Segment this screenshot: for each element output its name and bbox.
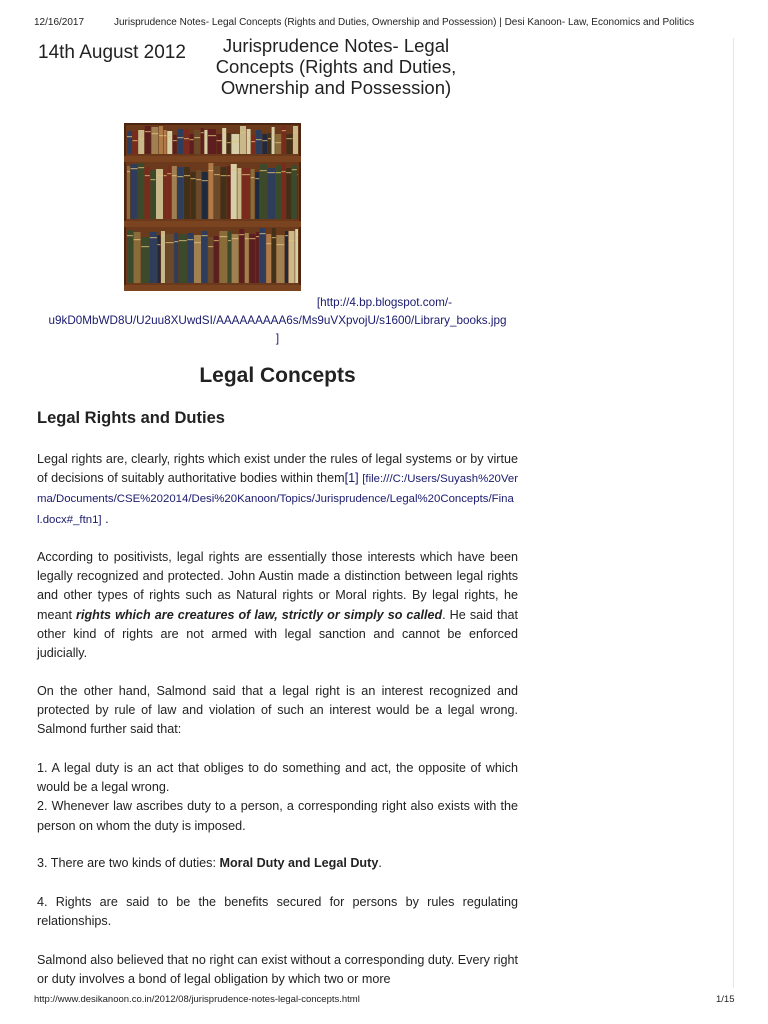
book-spine [266, 234, 271, 283]
book-band [157, 244, 160, 245]
book-spine [227, 166, 230, 219]
page-border [733, 38, 734, 988]
post-title: Jurisprudence Notes- Legal Concepts (Rights and Duties, Ownership and Possession) [215, 35, 457, 98]
book-spine [228, 231, 231, 283]
book-spine [177, 167, 183, 219]
book-spine [201, 128, 204, 154]
book-spine [166, 234, 174, 283]
book-band [194, 137, 200, 138]
page-count: 1/15 [716, 994, 735, 1005]
book-spine [260, 228, 266, 283]
book-band [127, 171, 130, 172]
book-spine [272, 127, 275, 154]
library-books-image[interactable] [124, 123, 301, 291]
book-spine [164, 171, 167, 219]
book-spine [133, 131, 138, 154]
print-url: http://www.desikanoon.co.in/2012/08/jurisprudence-notes-legal-concepts.html [34, 994, 360, 1005]
book-spine [145, 167, 150, 219]
book-band [166, 242, 174, 243]
paragraph-text: . He said that other kind of rights are not armed with legal sanction and cannot be enforced judicially. [37, 607, 518, 661]
paragraph [37, 548, 518, 663]
book-band [177, 137, 183, 138]
book-spine [208, 237, 213, 283]
book-spine [202, 172, 208, 219]
book-band [267, 172, 275, 173]
book-band [282, 171, 286, 172]
book-spine [272, 228, 276, 283]
book-spine [138, 130, 144, 154]
book-spine [179, 234, 187, 283]
book-band [227, 142, 231, 143]
book-spine [202, 231, 208, 283]
book-band [174, 241, 178, 242]
book-band [293, 132, 298, 133]
book-spine [127, 166, 130, 219]
book-spine [161, 231, 165, 283]
book-band [251, 141, 255, 142]
book-band [297, 174, 298, 175]
book-spine [268, 133, 271, 154]
book-band [295, 237, 298, 238]
book-band [272, 237, 276, 238]
book-band [194, 242, 201, 243]
book-band [150, 237, 157, 238]
book-band [251, 177, 255, 178]
book-band [231, 169, 237, 170]
book-band [208, 135, 216, 136]
book-band [247, 137, 251, 138]
book-spine [237, 168, 241, 219]
book-band [151, 133, 158, 134]
book-spine [208, 129, 216, 154]
book-band [255, 178, 259, 179]
book-band [159, 135, 163, 136]
book-spine [256, 130, 262, 154]
book-spine [286, 134, 292, 154]
book-band [145, 175, 150, 176]
book-spine [172, 166, 177, 219]
book-band [167, 136, 172, 137]
paragraph-text: . [378, 856, 382, 870]
book-spine [297, 170, 298, 219]
book-spine [167, 131, 172, 154]
book-band [249, 238, 255, 239]
book-spine [196, 170, 201, 219]
list-item: 2. Whenever law ascribes duty to a person, a corresponding right also exists with the person on whom the duty is imposed. [37, 799, 518, 833]
book-band [214, 174, 220, 175]
book-band [237, 172, 241, 173]
book-spine [292, 165, 297, 219]
book-spine [187, 233, 193, 283]
book-band [131, 168, 138, 169]
book-spine [150, 232, 157, 283]
book-band [289, 240, 295, 241]
library-books-photo [124, 123, 301, 291]
paragraph: 4. Rights are said to be the benefits secured for persons by rules regulating relationships. [37, 895, 518, 929]
book-band [227, 175, 230, 176]
book-spine [194, 130, 200, 154]
image-caption-link[interactable] [37, 294, 518, 348]
book-band [167, 173, 171, 174]
book-band [275, 142, 281, 143]
book-band [196, 179, 201, 180]
book-spine [131, 164, 138, 219]
book-spine [159, 126, 163, 154]
image-caption-line: u9kD0MbWD8U/U2uu8XUwdSI/AAAAAAAAA6s/Ms9uVXpvojU/s1600/Library_books.jpg [48, 314, 507, 327]
book-band [164, 135, 167, 136]
book-spine [251, 169, 255, 219]
book-spine [286, 168, 291, 219]
book-band [282, 130, 286, 131]
book-band [141, 246, 149, 247]
book-band [201, 132, 204, 133]
paragraph [37, 854, 518, 873]
book-band [190, 139, 194, 140]
book-band [184, 175, 190, 176]
print-page-title: Jurisprudence Notes- Legal Concepts (Rights and Duties, Ownership and Possession) | Desi Kanoon- Law, Economics and Politics [114, 17, 695, 28]
book-spine [174, 233, 178, 283]
book-band [245, 238, 249, 239]
book-spine [231, 164, 237, 219]
print-date: 12/16/2017 [34, 17, 85, 28]
book-spine [256, 232, 259, 283]
book-spine [267, 168, 275, 219]
book-band [239, 234, 244, 235]
book-band [138, 167, 144, 168]
image-caption-line: ] [275, 332, 280, 345]
book-band [276, 244, 284, 245]
paragraph-text: 3. There are two kinds of duties: [37, 856, 220, 870]
post-date: 14th August 2012 [38, 42, 186, 63]
book-band [138, 138, 144, 139]
book-spine [276, 235, 284, 283]
book-band [202, 235, 208, 236]
book-band [221, 175, 227, 176]
book-band [256, 139, 262, 140]
book-band [266, 243, 271, 244]
book-band [242, 174, 250, 175]
book-spine [150, 170, 155, 219]
book-spine [214, 166, 220, 219]
book-spine [177, 129, 183, 154]
book-band [127, 136, 132, 137]
book-spine [204, 130, 207, 154]
book-band [268, 138, 271, 139]
book-spine [232, 234, 239, 283]
book-band [184, 138, 189, 139]
paragraph-text: . [101, 511, 109, 526]
book-spine [184, 129, 189, 154]
book-spine [214, 236, 219, 283]
book-band [260, 233, 266, 234]
paragraph-text: According to positivists, legal rights are essentially those interests which have been legally recognized and protected. John Austin made a distinction between legal rights and other types of rights such as Natural rights or Moral rights. By legal rights, he meant [37, 550, 518, 622]
book-spine [221, 167, 227, 219]
book-spine [227, 133, 231, 154]
book-band [173, 140, 177, 141]
book-band [292, 169, 297, 170]
footnote-link[interactable]: [file:///C:/Users/Suyash%20Verma/Documents/CSE%202014/Desi%20Kanoon/Topics/Jurisprudence/Legal%20Concepts/Final.docx#_ftn1] [37, 473, 518, 526]
book-band [172, 175, 177, 176]
book-spine [285, 231, 288, 283]
book-band [222, 132, 226, 133]
book-spine [208, 163, 213, 219]
list-item: 1. A legal duty is an act that obliges to do something and act, the opposite of which would be a legal wrong. [37, 761, 518, 795]
book-band [217, 140, 222, 141]
book-band [204, 137, 207, 138]
book-spine [164, 130, 167, 154]
bold-text: Moral Duty and Legal Duty [219, 856, 379, 870]
book-spine [239, 229, 244, 283]
book-spine [217, 134, 222, 154]
book-band [156, 175, 163, 176]
book-spine [127, 230, 133, 283]
book-spine [289, 231, 295, 283]
book-spine [184, 167, 190, 219]
book-band [127, 235, 133, 236]
book-band [177, 176, 183, 177]
book-band [260, 170, 267, 171]
book-band [286, 138, 292, 139]
book-band [219, 236, 227, 237]
footnote-marker[interactable]: [1] [344, 471, 359, 486]
paragraph: On the other hand, Salmond said that a legal right is an interest recognized and protected by rule of law and violation of such an interest would be a legal wrong. Salmond further said that: [37, 684, 518, 737]
book-band [276, 172, 281, 173]
list-paragraph [37, 759, 518, 836]
book-band [214, 240, 219, 241]
book-spine [242, 168, 250, 219]
book-spine [157, 235, 160, 283]
book-band [240, 132, 246, 133]
emphasis-text: rights which are creatures of law, strictly or simply so called [76, 607, 443, 622]
book-band [231, 141, 239, 142]
paragraph [37, 450, 518, 530]
book-band [272, 135, 275, 136]
book-band [285, 235, 288, 236]
book-spine [231, 134, 239, 154]
book-spine [262, 134, 267, 154]
book-band [191, 178, 196, 179]
book-spine [190, 134, 194, 154]
book-spine [275, 134, 281, 154]
book-spine [141, 237, 149, 283]
book-band [228, 240, 231, 241]
book-band [145, 131, 151, 132]
book-band [208, 246, 213, 247]
book-band [187, 239, 193, 240]
book-spine [151, 127, 158, 154]
book-spine [222, 128, 226, 154]
book-band [179, 240, 187, 241]
book-spine [260, 164, 267, 219]
image-caption-line: [http://4.bp.blogspot.com/- [316, 296, 452, 309]
paragraph: Salmond also believed that no right can exist without a corresponding duty. Every right or duty involves a bond of legal obligation by which two or more [37, 953, 518, 987]
section-title: Legal Concepts [199, 364, 356, 387]
book-band [208, 170, 213, 171]
paragraph-text: Legal rights are, clearly, rights which exist under the rules of legal systems or by virtue of decisions of suitably authoritative bodies within them [37, 452, 518, 486]
book-band [262, 140, 267, 141]
book-band [232, 238, 239, 239]
book-band [161, 235, 165, 236]
sub-title: Legal Rights and Duties [37, 409, 225, 427]
book-spine [138, 163, 144, 219]
book-spine [173, 135, 177, 154]
book-spine [251, 135, 255, 154]
book-spine [156, 169, 163, 219]
book-band [150, 179, 155, 180]
book-band [286, 172, 291, 173]
book-spine [247, 129, 251, 154]
book-spine [127, 131, 132, 154]
book-spine [249, 234, 255, 283]
book-spine [145, 126, 151, 154]
book-band [134, 239, 141, 240]
book-spine [240, 126, 246, 154]
book-spine [293, 126, 298, 154]
book-spine [245, 233, 249, 283]
book-band [164, 175, 167, 176]
book-band [133, 140, 138, 141]
book-band [256, 236, 259, 237]
book-band [202, 180, 208, 181]
book-spine [219, 231, 227, 283]
